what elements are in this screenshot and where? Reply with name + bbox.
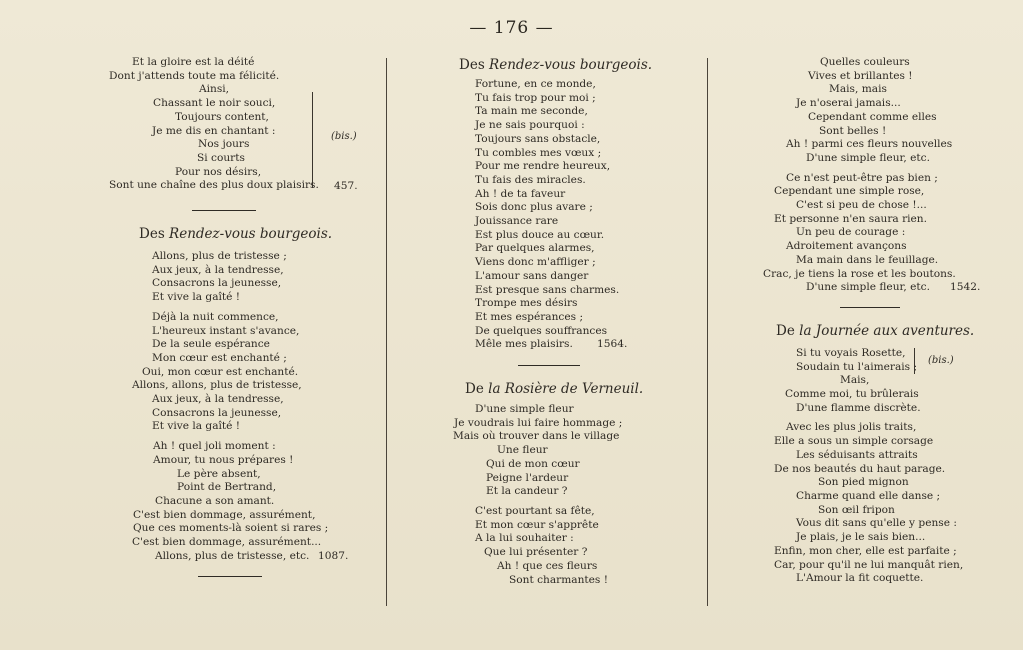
song-heading: [758, 322, 998, 340]
column-divider-left: [386, 58, 387, 606]
poem-line: Jouissance rare: [475, 215, 559, 228]
poem-line: Et vive la gaîté !: [152, 291, 241, 304]
poem-line: C'est bien dommage, assurément,: [133, 508, 316, 521]
poem-line: Mais où trouver dans le village: [453, 430, 620, 443]
song-number: 1564.: [597, 338, 628, 351]
poem-line: Et la candeur ?: [486, 485, 568, 498]
poem-line: Son pied mignon: [818, 476, 909, 489]
poem-line: Tu fais trop pour moi ;: [475, 91, 596, 104]
poem-line: Point de Bertrand,: [177, 481, 277, 494]
poem-line: Je voudrais lui faire hommage ;: [454, 416, 623, 429]
stanza: [100, 440, 362, 563]
poem-line: Ma main dans le feuillage.: [796, 253, 939, 266]
stanza: [440, 78, 690, 352]
poem-line: Trompe mes désirs: [475, 297, 578, 310]
brace: [914, 348, 915, 374]
poem-line: D'une simple fleur: [475, 403, 574, 416]
poem-line: L'heureux instant s'avance,: [152, 324, 300, 337]
poem-line: Vous dit sans qu'elle y pense :: [796, 517, 957, 530]
poem-line: Déjà la nuit commence,: [152, 310, 279, 323]
poem-line: Vives et brillantes !: [808, 69, 913, 82]
bis-label: (bis.): [928, 354, 954, 366]
poem-line: Soudain tu l'aimerais ;: [796, 360, 918, 373]
poem-line: C'est si peu de chose !...: [796, 199, 927, 212]
poem-line: Que lui présenter ?: [484, 546, 588, 559]
stanza: [758, 56, 998, 166]
stanza: [758, 172, 998, 295]
stanza: [100, 250, 362, 305]
heading-prefix: De: [465, 381, 484, 398]
poem-line: Je ne sais pourquoi :: [475, 119, 585, 132]
poem-line: Si courts: [197, 151, 245, 164]
poem-line: Consacrons la jeunesse,: [152, 277, 282, 290]
stanza: [758, 421, 998, 585]
poem-line: Je me dis en chantant :: [152, 124, 276, 137]
middle-column: [440, 56, 690, 587]
poem-line: [475, 338, 690, 352]
poem-line: Cependant comme elles: [808, 110, 937, 123]
poem-line: Mon cœur est enchanté ;: [152, 351, 287, 364]
heading-title: la Rosière de Verneuil.: [488, 381, 644, 398]
poem-line: Et mes espérances ;: [475, 310, 584, 323]
poem-line: Amour, tu nous prépares !: [153, 453, 294, 466]
bis-label: (bis.): [331, 131, 357, 142]
poem-line: Si tu voyais Rosette,: [796, 346, 906, 359]
poem-line: Sont charmantes !: [509, 573, 608, 586]
poem-line: D'une flamme discrète.: [796, 401, 921, 414]
poem-line: Avec les plus jolis traits,: [786, 421, 917, 434]
poem-line: C'est bien dommage, assurément...: [132, 536, 322, 549]
stanza: [100, 311, 362, 434]
poem-line: Son œil fripon: [818, 503, 895, 516]
poem-line: L'amour sans danger: [475, 269, 589, 282]
poem-line: Sont belles !: [819, 124, 887, 137]
brace: [312, 92, 313, 188]
poem-line: Une fleur: [497, 444, 548, 457]
poem-line: Pour me rendre heureux,: [475, 160, 611, 173]
poem-line: Pour nos désirs,: [175, 165, 262, 178]
song-heading: [440, 380, 690, 398]
poem-line: Charme quand elle danse ;: [796, 489, 941, 502]
poem-line: Chacune a son amant.: [155, 494, 275, 507]
heading-prefix: De: [776, 322, 795, 339]
poem-line: Comme moi, tu brûlerais: [785, 388, 919, 401]
left-column: [100, 56, 362, 577]
poem-line: C'est pourtant sa fête,: [475, 504, 595, 517]
heading-title: Rendez-vous bourgeois.: [489, 57, 653, 73]
poem-line: Crac, je tiens la rose et les boutons.: [763, 267, 956, 280]
poem-line-text: D'une simple fleur, etc.: [806, 281, 930, 294]
poem-line: Mais, mais: [829, 83, 887, 96]
poem-line: Aux jeux, à la tendresse,: [152, 263, 284, 276]
poem-line: Un peu de courage :: [796, 226, 906, 239]
poem-line: Oui, mon cœur est enchanté.: [142, 365, 299, 378]
heading-title: Rendez-vous bourgeois.: [169, 226, 333, 243]
poem-line: Fortune, en ce monde,: [475, 78, 596, 90]
poem-line: Nos jours: [198, 138, 250, 151]
poem-line: Dont j'attends toute ma félicité.: [109, 69, 280, 82]
heading-prefix: Des: [139, 226, 165, 243]
poem-line: A la lui souhaiter :: [475, 532, 574, 545]
poem-line: Que ces moments-là soient si rares ;: [133, 522, 329, 535]
poem-line: Je n'oserai jamais...: [796, 97, 901, 110]
poem-line: Et la gloire est la déité: [132, 56, 255, 68]
poem-line: Elle a sous un simple corsage: [774, 435, 934, 448]
song-number: 1542.: [950, 281, 981, 294]
poem-line: Est plus douce au cœur.: [475, 228, 605, 241]
poem-line: Est presque sans charmes.: [475, 283, 620, 296]
poem-line: De nos beautés du haut parage.: [774, 462, 946, 475]
poem-line: Car, pour qu'il ne lui manquât rien,: [774, 558, 964, 571]
heading-prefix: Des: [459, 57, 485, 73]
poem-line: Ah ! parmi ces fleurs nouvelles: [786, 138, 953, 151]
poem-line: Viens donc m'affliger ;: [475, 256, 596, 269]
poem-line: Sont une chaîne des plus doux plaisirs.: [109, 179, 319, 192]
poem-line: [100, 550, 362, 564]
page-number: — 176 —: [469, 18, 554, 38]
poem-line: De la seule espérance: [152, 338, 270, 351]
poem-line: Ah ! de ta faveur: [475, 187, 566, 200]
poem-line-text: Mêle mes plaisirs.: [475, 338, 573, 351]
poem-line-text: Allons, plus de tristesse, etc.: [155, 549, 310, 562]
poem-line: Peigne l'ardeur: [486, 471, 569, 484]
poem-line: Tu fais des miracles.: [475, 173, 586, 186]
column-divider-right: [707, 58, 708, 606]
heading-title: la Journée aux aventures.: [799, 322, 975, 339]
poem-line: Adroitement avançons: [786, 240, 907, 253]
poem-line: Allons, allons, plus de tristesse,: [132, 379, 302, 392]
poem-line: Je plais, je le sais bien...: [796, 531, 926, 544]
poem-line: Et mon cœur s'apprête: [475, 518, 599, 531]
poem-line: Par quelques alarmes,: [475, 242, 595, 255]
poem-line: Toujours sans obstacle,: [475, 132, 601, 145]
poem-line: Allons, plus de tristesse ;: [152, 250, 287, 263]
poem-line: Qui de mon cœur: [486, 457, 580, 470]
song-number: 457.: [334, 180, 358, 192]
poem-line: Ce n'est peut-être pas bien ;: [786, 171, 938, 184]
poem-line: Et vive la gaîté !: [152, 420, 241, 433]
poem-line: Aux jeux, à la tendresse,: [152, 393, 284, 406]
poem-line: Le père absent,: [177, 467, 261, 480]
poem-line: Ainsi,: [199, 83, 230, 96]
right-column: [758, 56, 998, 586]
poem-line: Mais,: [840, 374, 870, 387]
poem-line: Ah ! que ces fleurs: [497, 559, 598, 572]
poem-line: Quelles couleurs: [820, 56, 910, 68]
poem-line: Ta main me seconde,: [475, 105, 588, 118]
poem-line: Cependant une simple rose,: [774, 185, 925, 198]
poem-line: Toujours content,: [175, 110, 269, 123]
poem-line: L'Amour la fit coquette.: [796, 572, 924, 585]
poem-line: Tu combles mes vœux ;: [475, 146, 602, 159]
poem-line: Chassant le noir souci,: [153, 97, 276, 110]
poem-line: [758, 281, 998, 295]
stanza: [440, 505, 690, 587]
song-heading: [440, 56, 690, 74]
poem-line: Ah ! quel joli moment :: [153, 440, 276, 453]
song-number: 1087.: [318, 549, 349, 562]
song-heading: [100, 225, 401, 243]
poem-line: D'une simple fleur, etc.: [806, 151, 930, 164]
poem-line: Sois donc plus avare ;: [475, 201, 593, 214]
poem-line: De quelques souffrances: [475, 324, 608, 337]
poem-line: Et personne n'en saura rien.: [774, 212, 927, 225]
poem-line: Enfin, mon cher, elle est parfaite ;: [774, 544, 957, 557]
stanza: [758, 347, 998, 416]
poem-line: Les séduisants attraits: [796, 448, 918, 461]
separator-rule: [198, 576, 262, 577]
poem-line: Consacrons la jeunesse,: [152, 406, 282, 419]
stanza: [440, 403, 690, 499]
